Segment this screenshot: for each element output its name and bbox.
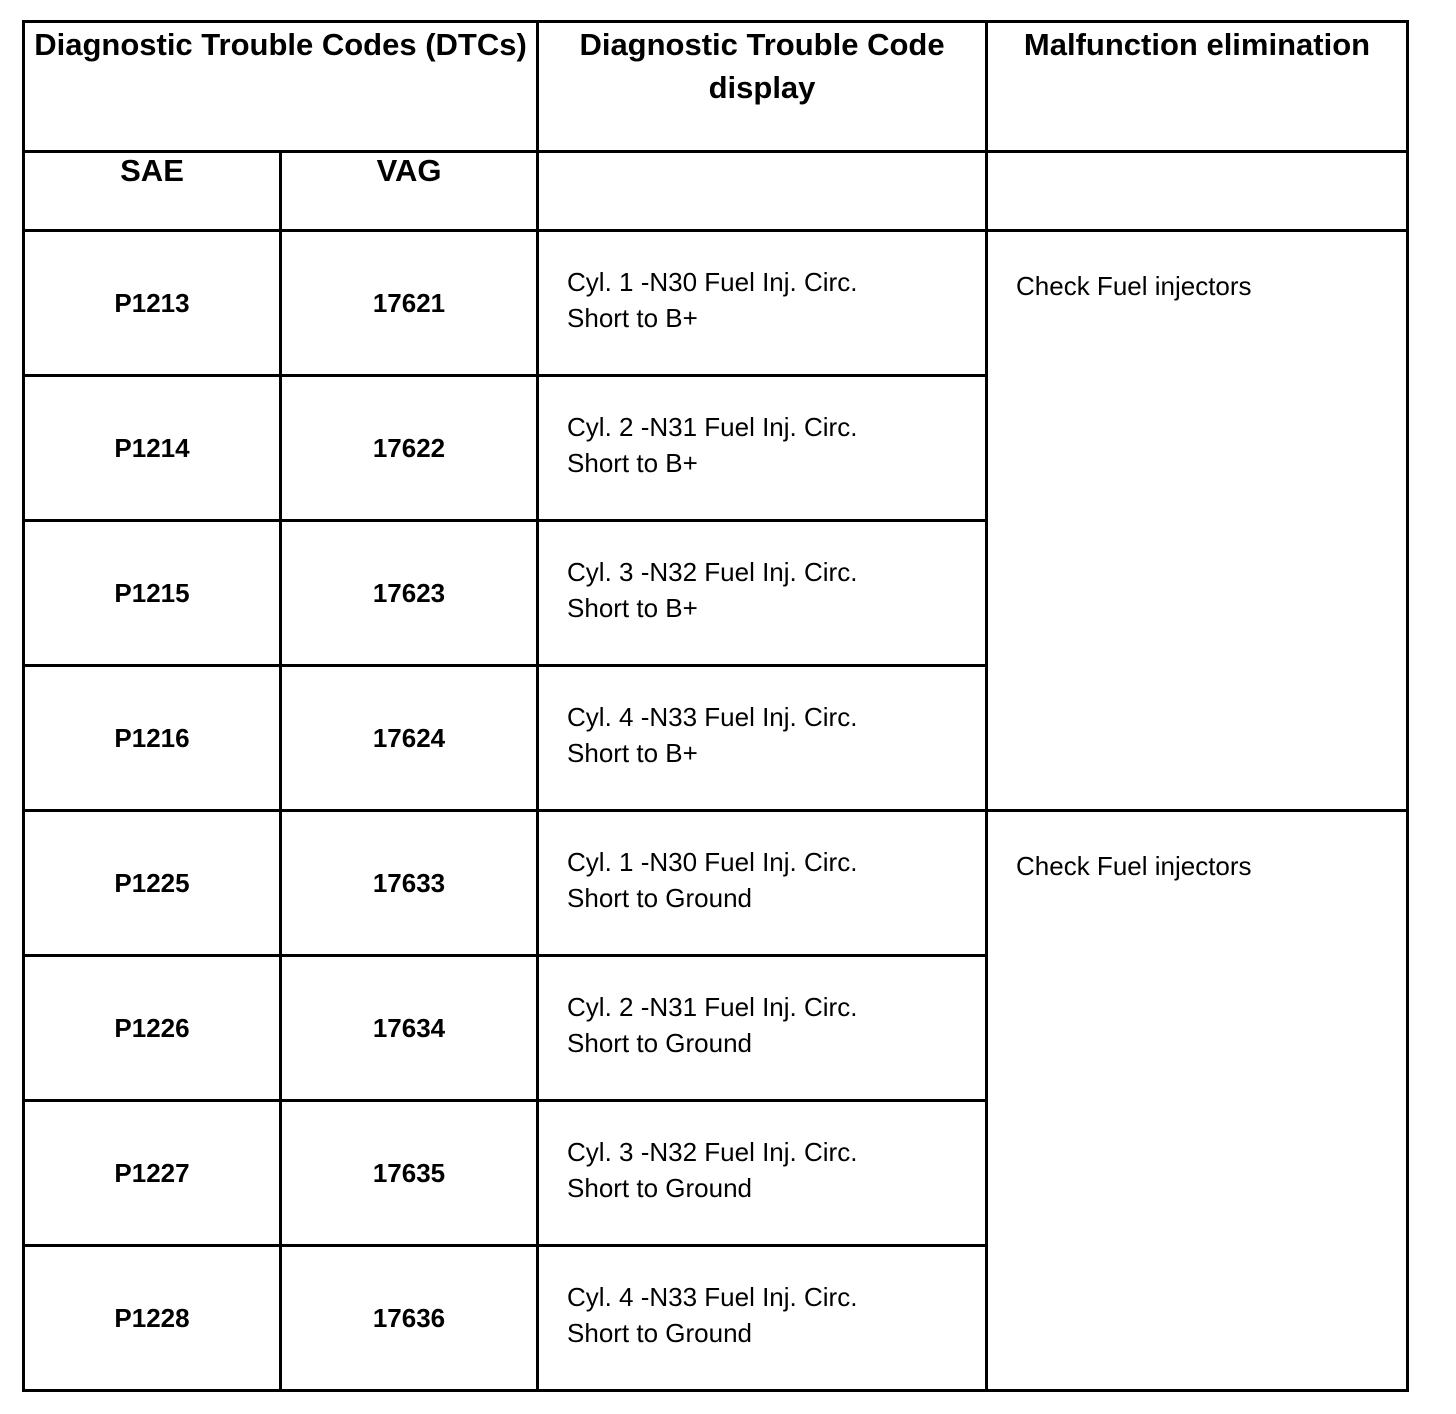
code-display-line1: Cyl. 1 -N30 Fuel Inj. Circ.	[567, 847, 858, 877]
sae-code: P1215	[24, 521, 281, 666]
sae-code: P1226	[24, 956, 281, 1101]
code-display-line2: Short to Ground	[567, 1318, 753, 1348]
table-row	[24, 811, 1408, 956]
malfunction-elimination: Check Fuel injectors	[987, 811, 1408, 1391]
code-display-line1: Cyl. 3 -N32 Fuel Inj. Circ.	[567, 1137, 858, 1167]
display-subheader-empty	[538, 152, 987, 231]
sae-header: SAE	[24, 152, 281, 231]
code-display	[538, 956, 987, 1101]
code-display-line2: Short to B+	[567, 303, 698, 333]
code-display-line2: Short to B+	[567, 593, 698, 623]
sae-code: P1213	[24, 231, 281, 376]
code-display-line1: Cyl. 2 -N31 Fuel Inj. Circ.	[567, 992, 858, 1022]
code-display-line1: Cyl. 2 -N31 Fuel Inj. Circ.	[567, 412, 858, 442]
sae-code: P1225	[24, 811, 281, 956]
vag-code: 17622	[281, 376, 538, 521]
table-row	[24, 231, 1408, 376]
vag-code: 17636	[281, 1246, 538, 1391]
code-display-line1: Cyl. 1 -N30 Fuel Inj. Circ.	[567, 267, 858, 297]
vag-header: VAG	[281, 152, 538, 231]
code-display-line2: Short to Ground	[567, 1173, 753, 1203]
sae-code: P1216	[24, 666, 281, 811]
sae-code: P1214	[24, 376, 281, 521]
dtc-table	[22, 20, 1409, 1392]
sae-code: P1227	[24, 1101, 281, 1246]
code-display-line2: Short to Ground	[567, 883, 753, 913]
code-display-line2: Short to Ground	[567, 1028, 753, 1058]
code-display-line1: Cyl. 4 -N33 Fuel Inj. Circ.	[567, 1282, 858, 1312]
code-display-line2: Short to B+	[567, 448, 698, 478]
elimination-subheader-empty	[987, 152, 1408, 231]
dtc-group-header: Diagnostic Trouble Codes (DTCs)	[24, 22, 538, 152]
vag-code: 17635	[281, 1101, 538, 1246]
code-display	[538, 376, 987, 521]
code-display-line1: Cyl. 4 -N33 Fuel Inj. Circ.	[567, 702, 858, 732]
code-display	[538, 666, 987, 811]
malfunction-elimination: Check Fuel injectors	[987, 231, 1408, 811]
code-display-line1: Cyl. 3 -N32 Fuel Inj. Circ.	[567, 557, 858, 587]
code-display	[538, 231, 987, 376]
vag-code: 17634	[281, 956, 538, 1101]
header-row	[24, 22, 1408, 152]
sae-code: P1228	[24, 1246, 281, 1391]
vag-code: 17624	[281, 666, 538, 811]
code-display	[538, 1246, 987, 1391]
subheader-row	[24, 152, 1408, 231]
vag-code: 17633	[281, 811, 538, 956]
code-display	[538, 521, 987, 666]
elimination-header: Malfunction elimination	[987, 22, 1408, 152]
vag-code: 17621	[281, 231, 538, 376]
vag-code: 17623	[281, 521, 538, 666]
code-display-line2: Short to B+	[567, 738, 698, 768]
code-display	[538, 811, 987, 956]
display-header: Diagnostic Trouble Code display	[538, 22, 987, 152]
code-display	[538, 1101, 987, 1246]
